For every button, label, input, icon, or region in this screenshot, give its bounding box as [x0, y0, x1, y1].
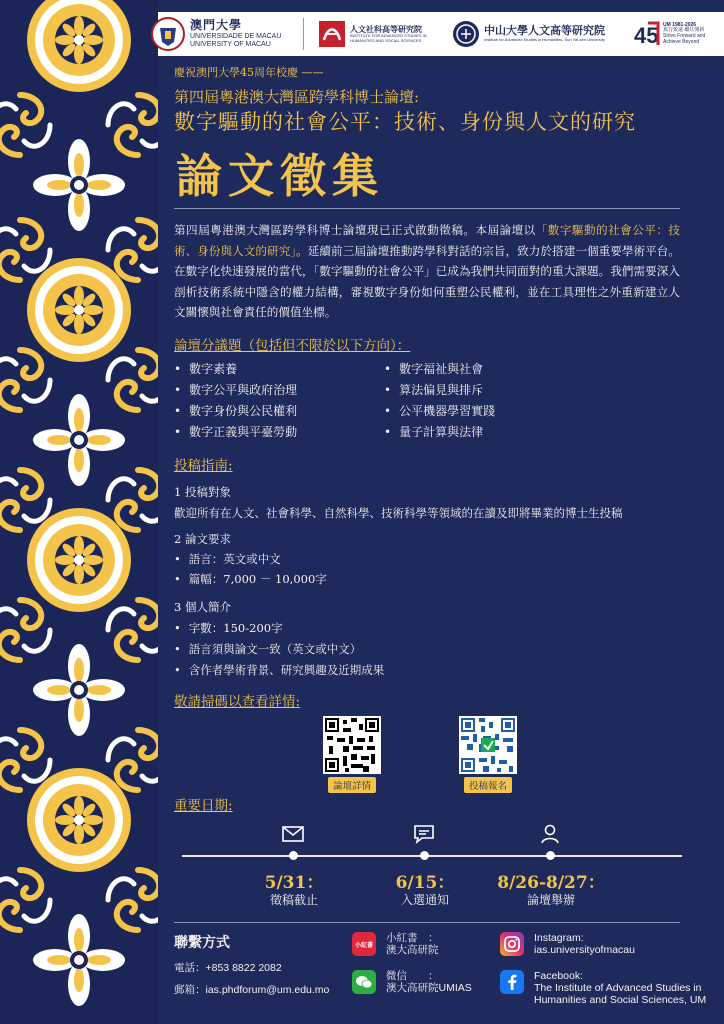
instagram-label: Instagram: [534, 932, 584, 944]
forum-title: 第四屆粵港澳大灣區跨學科博士論壇: [174, 88, 420, 106]
topic-item: • 數字公平與政府治理 [174, 381, 384, 399]
guide-s2-item: • 語言：英文或中文 [174, 550, 694, 568]
ihss-emblem-icon [318, 20, 346, 48]
celebration-subtitle: 慶祝澳門大學45周年校慶 —— [174, 66, 324, 79]
contact-heading: 聯繫方式 [174, 935, 230, 951]
guide-s2-title: 2 論文要求 [174, 532, 231, 546]
dates-heading: 重要日期: [174, 798, 233, 814]
decorative-tile-pattern [0, 0, 158, 1024]
logo-bar [158, 12, 724, 56]
um-logo [150, 12, 281, 56]
ihss-logo [318, 12, 440, 56]
sysu-name-zh: 中山大學人文高等研究院 [484, 25, 605, 38]
date-forum-label: 論壇舉辦 [526, 893, 575, 907]
chat-icon [412, 822, 436, 846]
anniversary-number: 45 [634, 23, 659, 48]
topic-item: • 數字正義與平臺勞動 [174, 423, 384, 441]
guide-s3-title: 3 個人簡介 [174, 600, 231, 614]
wechat-glyph [352, 970, 376, 994]
topic-item: • 量子計算與法律 [384, 423, 594, 441]
timeline-dot [289, 851, 298, 860]
um-crest-icon [150, 16, 186, 52]
topic-item: • 數字身份與公民權利 [174, 402, 384, 420]
theme-title: 數字驅動的社會公平：技術、身份與人文的研究 [174, 110, 636, 134]
topic-item: • 數字素養 [174, 360, 384, 378]
xiaohongshu-icon[interactable] [352, 932, 376, 956]
facebook-icon[interactable] [500, 970, 524, 994]
facebook-account-line-1[interactable]: The Institute of Advanced Studies in [534, 982, 702, 994]
intro-paragraph [174, 220, 680, 323]
intro-text-2: 。延續前三屆論壇推動跨學科對話的宗旨，致力於搭建一個重要學術平台。在數字化快速發展的當代，「數字驅動的社會公平」已成為我們共同面對的重大課題。我們需要深入剖析技術系統中隱含的權力結構，審視數字身份如何重塑公民權利，並在工具理性之外重新建立人文關懷與社會責任的價值坐標。 [174, 243, 680, 319]
topics-list [174, 360, 594, 441]
um-anniversary-logo [634, 12, 709, 56]
guide-s3-item: • 字數：150-200字 [174, 619, 694, 637]
anniversary-years: UM 1981-2026 [663, 21, 697, 28]
anniversary-45-mark [634, 19, 660, 49]
date-deadline: 5/31： [264, 873, 324, 893]
date-deadline-label: 徵稿截止 [269, 893, 318, 907]
contact-divider [174, 922, 680, 923]
guide-s3-item: • 語言須與論文一致（英文或中文） [174, 640, 694, 658]
qr-code-graphic [459, 716, 517, 774]
qr-code-graphic [323, 716, 381, 774]
wechat-info [386, 970, 472, 994]
qr-submission-label: 投稿報名 [464, 777, 512, 793]
sysu-emblem-icon [452, 20, 480, 48]
facebook-label: Facebook: [534, 970, 584, 982]
topic-item: • 算法偏見與排斥 [384, 381, 594, 399]
envelope-icon [281, 822, 305, 846]
guide-s2-item: • 篇幅：7,000 － 10,000字 [174, 570, 694, 588]
title-divider [174, 208, 680, 209]
date-notification-label: 入選通知 [400, 893, 449, 907]
xiaohongshu-icon-text: 小紅書 [354, 941, 373, 949]
xiaohongshu-account[interactable]: 澳大高研院 [386, 944, 439, 956]
instagram-icon[interactable] [500, 932, 524, 956]
sysu-logo [452, 12, 624, 56]
logo-divider [303, 18, 304, 50]
topic-item: • 公平機器學習實踐 [384, 402, 594, 420]
um-name-en: UNIVERSITY OF MACAU [190, 40, 271, 48]
contact-email-row [174, 982, 329, 997]
tile-pattern-graphic [0, 0, 158, 1024]
qr-heading: 敬請掃碼以查看詳情: [174, 694, 301, 710]
qr-forum-label: 論壇詳情 [328, 777, 376, 793]
guide-s3-item: • 含作者學術背景、研究興趣及近期成果 [174, 661, 694, 679]
guide-section-3 [174, 598, 694, 679]
contact-email-label: 郵箱： [174, 984, 206, 996]
guide-s1-title: 1 投稿對象 [174, 485, 231, 499]
xiaohongshu-label: 小紅書 ： [386, 932, 439, 944]
facebook-account-line-2[interactable]: Humanities and Social Sciences, UM [534, 994, 707, 1006]
topics-heading: 論壇分議題（包括但不限於以下方向）： [174, 338, 411, 354]
xiaohongshu-info [386, 932, 439, 956]
timeline-dot [546, 851, 555, 860]
person-icon [538, 822, 562, 846]
instagram-info [534, 932, 635, 956]
um-name-zh: 澳門大學 [190, 18, 243, 33]
qr-code-forum[interactable] [323, 716, 381, 774]
poster-main [158, 0, 724, 1024]
contact-phone: 電話：+853 8822 2082 [174, 962, 282, 974]
um-name-pt: UNIVERSIDADE DE MACAU [190, 32, 282, 40]
wechat-label: 微信 ： [386, 970, 439, 982]
wechat-icon[interactable] [352, 970, 376, 994]
contact-email-link[interactable]: ias.phdforum@um.edu.mo [205, 984, 330, 996]
guide-section-1 [174, 483, 694, 522]
timeline-line [182, 855, 682, 857]
facebook-info [534, 970, 724, 1006]
instagram-account[interactable]: ias.universityofmacau [534, 944, 635, 956]
timeline-dot [420, 851, 429, 860]
sysu-name-en: Institute for Advanced Studies in Humanities, Sun Yat-sen University [484, 37, 605, 43]
instagram-glyph [500, 932, 524, 956]
guide-s1-text: 歡迎所有在人文、社會科學、自然科學、技術科學等領域的在讀及即將畢業的博士生投稿 [174, 506, 623, 520]
qr-forum-details[interactable] [322, 716, 382, 793]
intro-highlight: 「數字驅動的社會公平：技術、身份與人文的研究」 [174, 223, 680, 258]
ihss-name-en: INSTITUTE FOR ADVANCED STUDIES IN HUMANITIES AND SOCIAL SCIENCES [350, 33, 427, 43]
intro-text-1: 第四屆粵港澳大灣區跨學科博士論壇現已正式啟動徵稿。本屆論壇以 [174, 223, 536, 237]
guide-heading: 投稿指南: [174, 458, 233, 474]
anniversary-motto-zh: 篤行致遠 繼往開新 [663, 27, 705, 34]
wechat-account[interactable]: 澳大高研院UMIAS [386, 982, 472, 994]
anniversary-motto-en: Strive Forward and Achieve Beyond [663, 33, 706, 45]
guide-section-2 [174, 530, 694, 588]
facebook-glyph [500, 970, 524, 994]
date-forum: 8/26-8/27： [497, 873, 605, 893]
date-notification: 6/15： [395, 873, 455, 893]
qr-submission[interactable] [458, 716, 518, 793]
ihss-name-zh: 人文社科高等研究院 [350, 24, 422, 34]
topic-item: • 數字福祉與社會 [384, 360, 594, 378]
call-for-papers-title: 論文徵集 [176, 149, 384, 203]
qr-code-submission[interactable] [459, 716, 517, 774]
